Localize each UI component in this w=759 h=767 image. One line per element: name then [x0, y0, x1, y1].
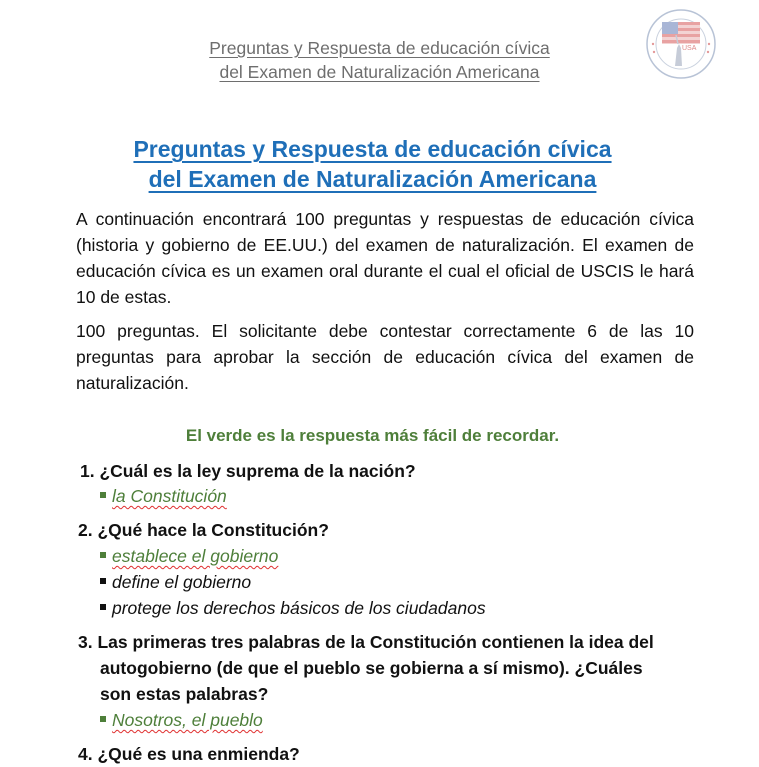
question-text-line1: Las primeras tres palabras de la Constitución contienen la idea del	[97, 632, 654, 652]
question-text-line2: autogobierno (de que el pueblo se gobierna a sí mismo). ¿Cuáles	[100, 658, 643, 678]
question-text-line3: son estas palabras?	[100, 684, 269, 704]
answer-1-1	[100, 483, 227, 509]
header-title-line2: del Examen de Naturalización Americana	[219, 62, 540, 82]
seal-usa-text: USA	[682, 45, 697, 52]
answer-text: protege los derechos básicos de los ciudadanos	[112, 598, 486, 618]
title-line2: del Examen de Naturalización Americana	[148, 166, 597, 192]
question-number: 1.	[80, 461, 95, 481]
question-2	[78, 517, 708, 543]
header-title-line1: Preguntas y Respuesta de educación cívica	[209, 38, 550, 58]
question-text: ¿Cuál es la ley suprema de la nación?	[99, 461, 416, 481]
question-4	[78, 741, 708, 767]
question-number: 2.	[78, 520, 93, 540]
question-text: ¿Qué hace la Constitución?	[97, 520, 329, 540]
answer-text: define el gobierno	[112, 572, 252, 592]
answer-2-3	[100, 595, 486, 621]
answer-text: establece el gobierno	[112, 546, 279, 566]
answer-text: la Constitución	[112, 486, 227, 506]
bullet-icon	[100, 578, 106, 584]
answer-2-1	[100, 543, 278, 569]
us-seal-logo-icon	[645, 8, 717, 80]
bullet-icon	[100, 552, 106, 558]
intro-paragraph-2: 100 preguntas. El solicitante debe contestar correctamente 6 de las 10 preguntas para aprobar la sección de educación cívica del examen de naturalización.	[76, 321, 694, 393]
bullet-icon	[100, 492, 106, 498]
green-answer-note: El verde es la respuesta más fácil de recordar.	[185, 426, 560, 445]
question-number: 3.	[78, 632, 93, 652]
bullet-icon	[100, 604, 106, 610]
answer-text: Nosotros, el pueblo	[112, 710, 263, 730]
question-text: ¿Qué es una enmienda?	[97, 744, 300, 764]
question-1	[80, 458, 710, 484]
answer-3-1	[100, 707, 263, 733]
document-title	[0, 134, 745, 194]
bullet-icon	[100, 716, 106, 722]
question-3	[78, 629, 708, 707]
answer-2-2	[100, 569, 251, 595]
intro-paragraph-1: A continuación encontrará 100 preguntas y respuestas de educación cívica (historia y gobierno de EE.UU.) del examen de naturalización. El examen de educación cívica es un examen oral durante el cual el oficial de USCIS le hará 10 de estas.	[76, 209, 694, 307]
title-line1: Preguntas y Respuesta de educación cívica	[133, 136, 612, 162]
question-number: 4.	[78, 744, 93, 764]
